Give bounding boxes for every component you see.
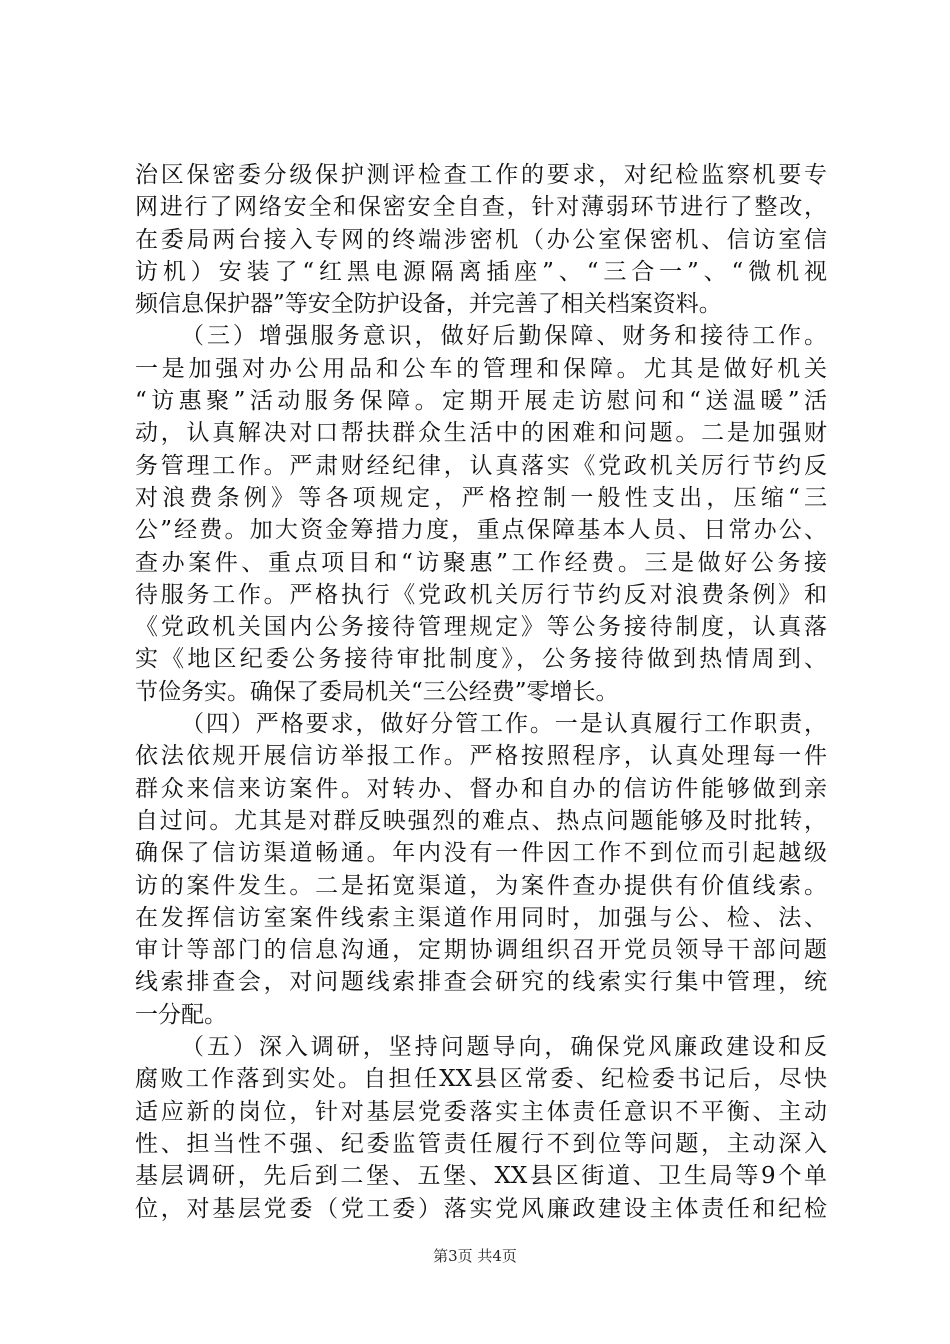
page-footer: 第3页 共4页	[433, 1247, 517, 1265]
text-line: 适应新的岗位，针对基层党委落实主体责任意识不平衡、主动	[135, 1098, 827, 1125]
text-line: 在发挥信访室案件线索主渠道作用同时，加强与公、检、法、	[135, 904, 827, 931]
text-line: 一分配。	[135, 1001, 227, 1028]
text-line: 审计等部门的信息沟通，定期协调组织召开党员领导干部问题	[135, 937, 827, 964]
text-line: 节俭务实。确保了委局机关“三公经费”零增长。	[135, 678, 619, 705]
text-line: 位，对基层党委（党工委）落实党风廉政建设主体责任和纪检	[135, 1195, 827, 1222]
text-line: 待服务工作。严格执行《党政机关厉行节约反对浪费条例》和	[135, 581, 827, 608]
text-line: 实《地区纪委公务接待审批制度》，公务接待做到热情周到、	[135, 646, 827, 673]
text-line: 治区保密委分级保护测评检查工作的要求，对纪检监察机要专	[135, 162, 827, 188]
text-line: （三）增强服务意识，做好后勤保障、财务和接待工作。	[181, 323, 827, 350]
document-body	[135, 159, 827, 1225]
text-line: 访的案件发生。二是拓宽渠道，为案件查办提供有价值线索。	[135, 872, 827, 899]
text-line: 查办案件、重点项目和“访聚惠”工作经费。三是做好公务接	[135, 549, 827, 576]
text-line: “访惠聚”活动服务保障。定期开展走访慰问和“送温暖”活	[135, 388, 827, 415]
text-line: （四）严格要求，做好分管工作。一是认真履行工作职责，	[181, 711, 827, 738]
text-line: 务管理工作。严肃财经纪律，认真落实《党政机关厉行节约反	[135, 452, 827, 479]
text-line: （五）深入调研，坚持问题导向，确保党风廉政建设和反	[181, 1034, 827, 1061]
text-line: 性、担当性不强、纪委监管责任履行不到位等问题，主动深入	[135, 1130, 827, 1157]
text-line: 自过问。尤其是对群反映强烈的难点、热点问题能够及时批转，	[135, 807, 827, 834]
text-line: 腐败工作落到实处。自担任XX县区常委、纪检委书记后，尽快	[135, 1066, 827, 1093]
text-line: 群众来信来访案件。对转办、督办和自办的信访件能够做到亲	[135, 775, 827, 802]
text-line: 确保了信访渠道畅通。年内没有一件因工作不到位而引起越级	[135, 840, 827, 867]
text-line: 访机）安装了“红黑电源隔离插座”、“三合一”、“微机视	[135, 258, 827, 285]
text-line: 基层调研，先后到二堡、五堡、XX县区街道、卫生局等9个单	[135, 1163, 827, 1190]
text-line: 一是加强对办公用品和公车的管理和保障。尤其是做好机关	[135, 355, 827, 382]
text-line: 频信息保护器”等安全防护设备，并完善了相关档案资料。	[135, 291, 722, 318]
text-line: 动，认真解决对口帮扶群众生活中的困难和问题。二是加强财	[135, 420, 827, 447]
text-line: 公”经费。加大资金筹措力度，重点保障基本人员、日常办公、	[135, 517, 827, 544]
text-line: 《党政机关国内公务接待管理规定》等公务接待制度，认真落	[135, 614, 827, 641]
text-line: 依法依规开展信访举报工作。严格按照程序，认真处理每一件	[135, 743, 827, 770]
text-line: 线索排查会，对问题线索排查会研究的线索实行集中管理，统	[135, 969, 827, 996]
text-line: 在委局两台接入专网的终端涉密机（办公室保密机、信访室信	[135, 226, 827, 253]
text-line: 对浪费条例》等各项规定，严格控制一般性支出，压缩“三	[135, 484, 827, 511]
text-line: 网进行了网络安全和保密安全自查，针对薄弱环节进行了整改，	[135, 194, 827, 221]
